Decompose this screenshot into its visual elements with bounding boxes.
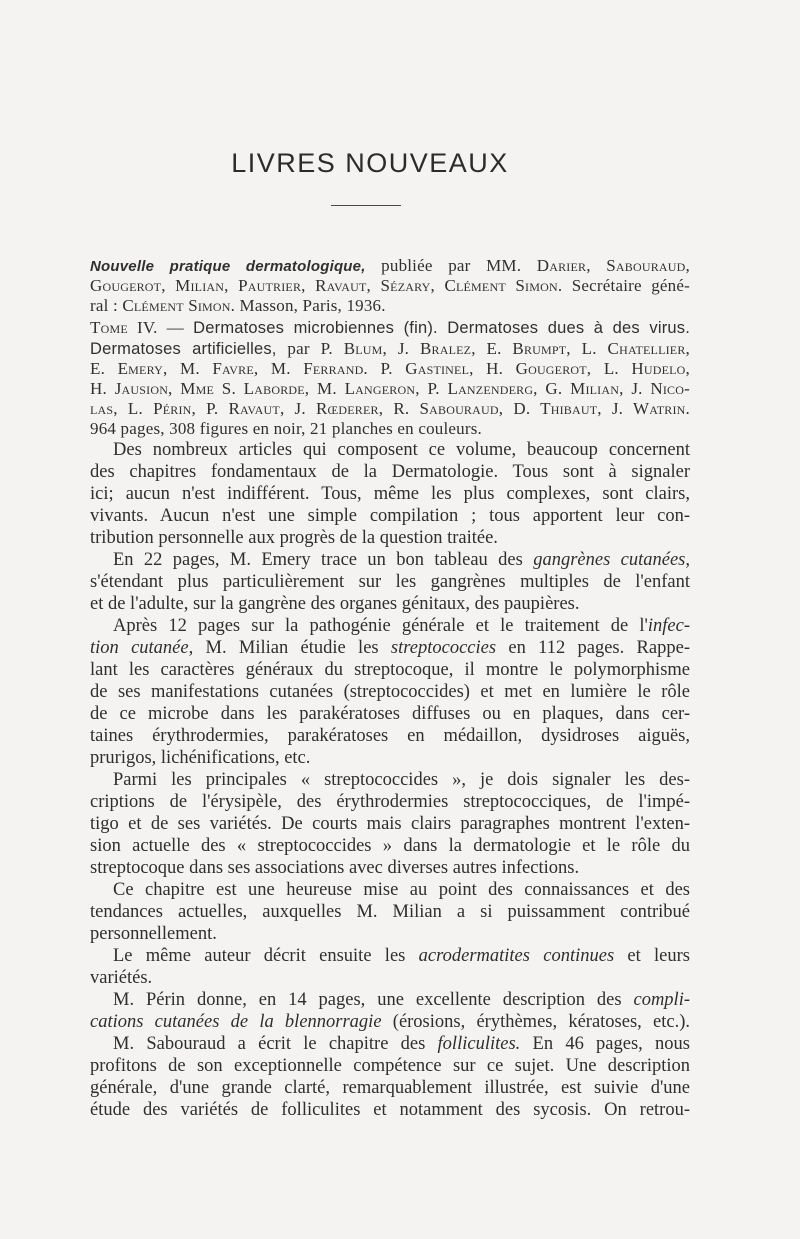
italic-term: folliculites. [437,1034,521,1054]
paragraph-text: M. Milian étudie les [193,638,391,658]
author-names: P. Blum, J. Bralez, E. Brumpt, L. Chatellier, [320,339,690,358]
volume-title: Dermatoses microbiennes (fin). Dermatoses dues à des virus. [193,319,690,337]
paragraph-line: Parmi les principales « streptococcides », je dois signaler les des- [113,770,690,790]
reference-text: ral : [90,296,123,315]
reference-text: — [157,318,194,337]
paragraph-line [90,638,690,659]
paragraph-line: vivants. Aucun n'est une simple compilation ; tous apportent leur con- [90,506,690,526]
paragraph-text: et leurs [614,946,690,966]
paragraph-line: criptions de l'érysipèle, des érythrodermies streptococciques, de l'impé- [90,792,690,812]
paragraph-text: En 46 pages, nous [520,1034,690,1054]
paragraph-line: s'étendant plus particulièrement sur les gangrènes multiples de l'enfant [90,572,690,592]
reference-text: Secrétaire géné- [562,276,690,295]
italic-term: acrodermatites continues [418,946,615,966]
reference-line [90,276,690,296]
paragraph-text: M. Sabouraud a écrit le chapitre des [113,1034,438,1054]
paragraph-line: étude des variétés de folliculites et notamment des sycosis. On retrou- [90,1100,690,1120]
italic-term: tion cutanée, [90,638,194,658]
reference-line: E. Emery, M. Favre, M. Ferrand. P. Gastinel, H. Gougerot, L. Hudelo, [90,359,690,378]
paragraph-line: tigo et de ses variétés. De courts mais clairs paragraphes montrent l'exten- [90,814,690,834]
author-names: Darier, Sabouraud, [536,256,690,275]
reference-line [90,318,690,338]
title-divider [331,205,401,206]
paragraph-line: tribution personnelle aux progrès de la question traitée. [90,528,498,548]
paragraph-line: des chapitres fondamentaux de la Dermatologie. Tous sont à signaler [90,462,690,482]
paragraph-line: lant les caractères généraux du streptocoque, il montre le polymorphisme [90,660,690,680]
paragraph-line: taines érythrodermies, parakératoses en médaillon, dysidroses aiguës, [90,726,690,746]
paragraph-line: de ce microbe dans les parakératoses diffuses ou en plaques, dans cer- [90,704,690,724]
paragraph-text: Le même auteur décrit ensuite les [113,946,419,966]
italic-term: infec- [647,616,690,636]
paragraph-line [113,616,690,637]
paragraph-line: Ce chapitre est une heureuse mise au point des connaissances et des [113,880,690,900]
paragraph-line [90,1012,690,1033]
publisher-info: Masson, Paris, 1936. [235,296,386,315]
author-names: Gougerot, Milian, Pautrier, Ravaut, Sézary, Clément Simon. [90,276,563,295]
reference-line [90,339,690,359]
paragraph-line: générale, d'une grande clarté, remarquablement illustrée, est suivie d'une [90,1078,690,1098]
paragraph-line: streptocoque dans ses associations avec diverses autres infections. [90,858,580,878]
paragraph-text: En 22 pages, M. Emery trace un bon tableau des [113,550,534,570]
paragraph-line: Des nombreux articles qui composent ce volume, beaucoup concernent [113,440,690,460]
paragraph-text: (érosions, érythèmes, kératoses, etc.). [381,1012,690,1032]
paragraph-text: en 112 pages. Rappe- [496,638,690,658]
paragraph-line [113,550,690,571]
paragraph-line: prurigos, lichénifications, etc. [90,748,311,768]
paragraph-line: ici; aucun n'est indifférent. Tous, même les plus complexes, sont clairs, [90,484,690,504]
secretary-name: Clément Simon. [122,296,236,315]
reference-text: publiée par MM. [365,256,537,275]
paragraph-text: Après 12 pages sur la pathogénie générale et le traitement de l' [113,616,648,636]
paragraph-line [113,990,690,1011]
reference-line [90,256,690,276]
volume-label: Tome IV. [90,318,158,337]
work-title: Nouvelle pratique dermatologique, [90,258,366,275]
paragraph-line [113,946,690,967]
italic-term: cations cutanées de la blennorragie [90,1012,382,1032]
page-title: LIVRES NOUVEAUX [231,148,509,178]
paragraph-text: M. Périn donne, en 14 pages, une excellente description des [113,990,634,1010]
paragraph-line: variétés. [90,968,153,988]
reference-text: par [276,339,321,358]
paragraph-line: sion actuelle des « streptococcides » dans la dermatologie et le rôle du [90,836,690,856]
volume-title: Dermatoses artificielles, [90,340,277,358]
paragraph-line: de ses manifestations cutanées (streptococcides) et met en lumière le rôle [90,682,690,702]
reference-line: 964 pages, 308 figures en noir, 21 planches en couleurs. [90,419,482,438]
reference-line: H. Jausion, Mme S. Laborde, M. Langeron, P. Lanzenderg, G. Milian, J. Nico- [90,379,690,398]
paragraph-line: personnellement. [90,924,217,944]
paragraph-line: profitons de son exceptionnelle compétence sur ce sujet. Une description [90,1056,690,1076]
reference-line: las, L. Périn, P. Ravaut, J. Rœderer, R. Sabouraud, D. Thibaut, J. Watrin. [90,399,690,418]
italic-term: compli- [633,990,690,1010]
paragraph-line [113,1034,690,1055]
reference-line [90,296,690,316]
italic-term: gangrènes cutanées, [533,550,690,570]
italic-term: streptococcies [390,638,497,658]
paragraph-line: et de l'adulte, sur la gangrène des organes génitaux, des paupières. [90,594,580,614]
paragraph-line: tendances actuelles, auxquelles M. Milian a si puissamment contribué [90,902,690,922]
